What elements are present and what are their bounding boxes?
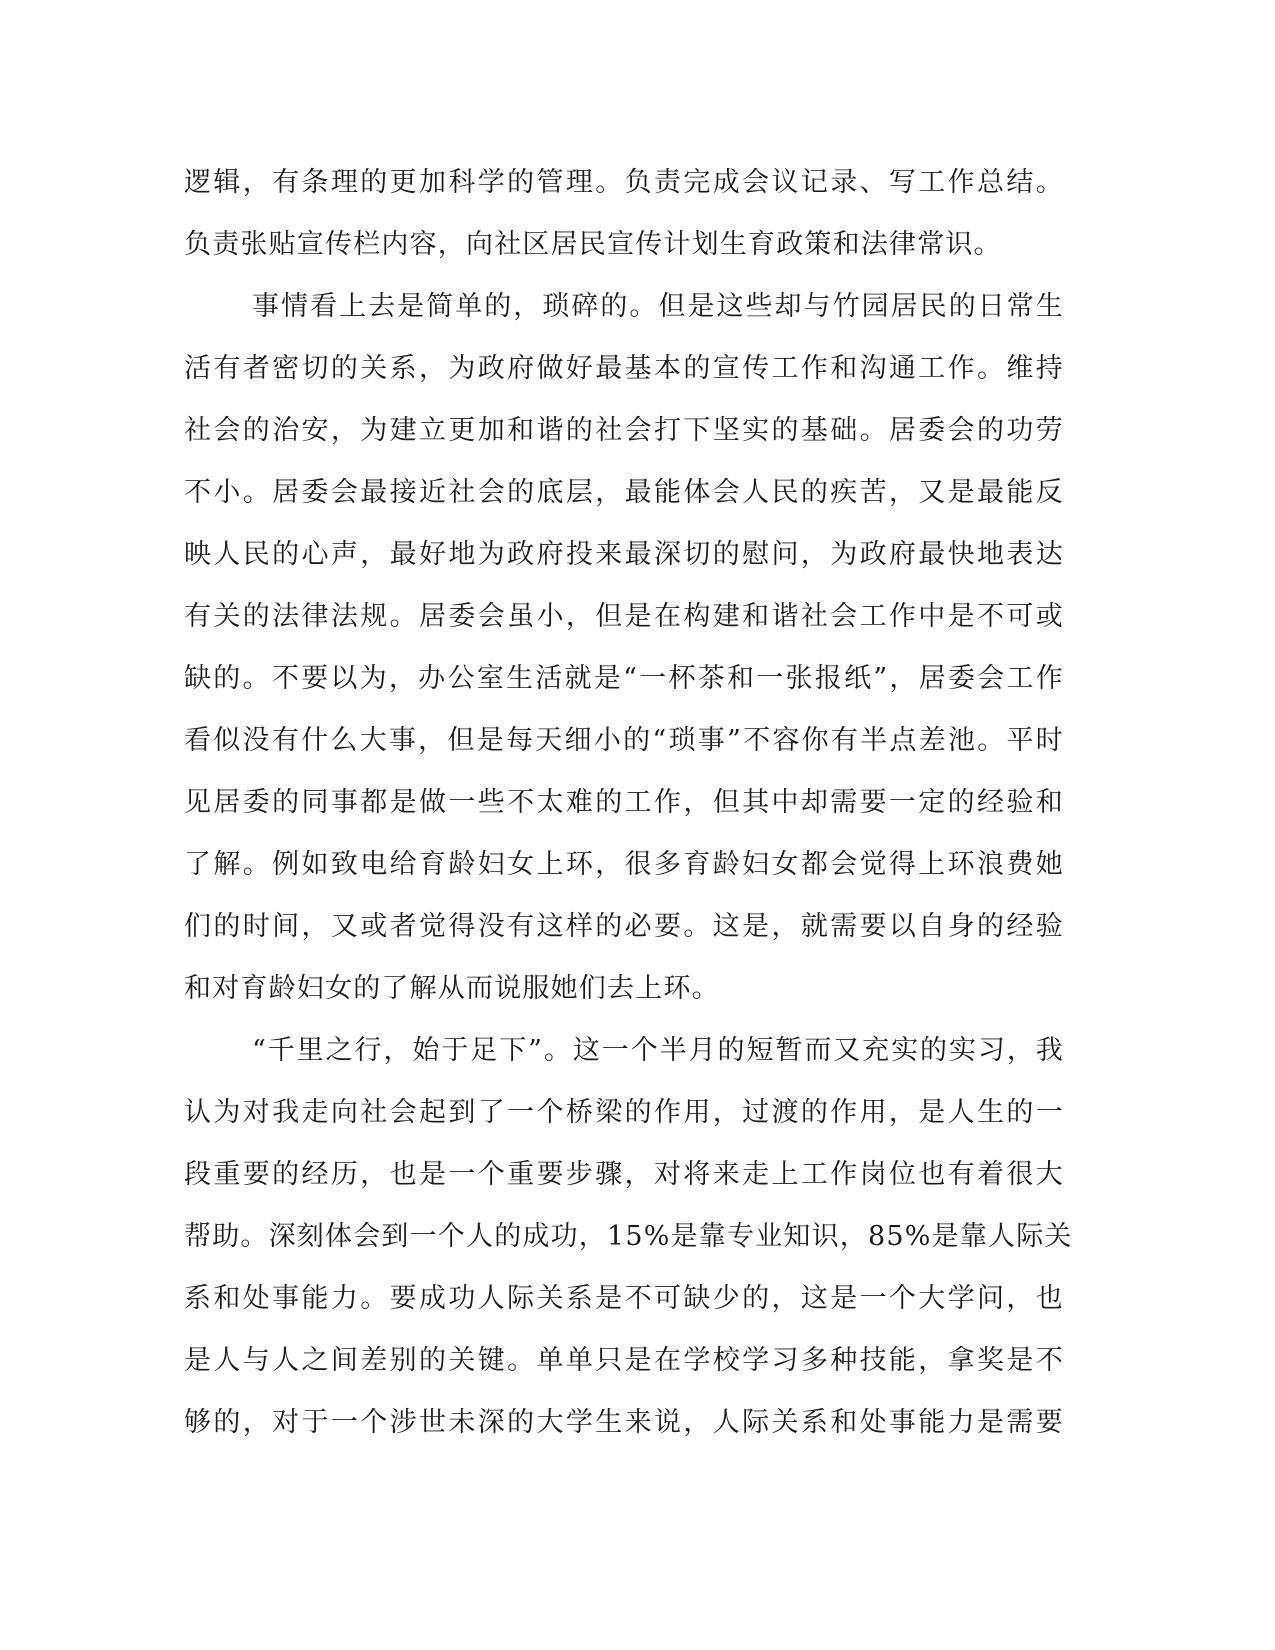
text-line: 社会的治安，为建立更加和谐的社会打下坚实的基础。居委会的功劳: [184, 415, 1064, 446]
text-line: 缺的。不要以为，办公室生活就是“一杯茶和一张报纸”，居委会工作: [184, 663, 1064, 694]
text-line: 够的，对于一个涉世未深的大学生来说，人际关系和处事能力是需要: [184, 1407, 1064, 1438]
text-line: 认为对我走向社会起到了一个桥梁的作用，过渡的作用，是人生的一: [184, 1097, 1064, 1128]
text-line: 负责张贴宣传栏内容，向社区居民宣传计划生育政策和法律常识。: [184, 229, 1002, 260]
text-line: 段重要的经历，也是一个重要步骤，对将来走上工作岗位也有着很大: [184, 1159, 1064, 1190]
text-line: 事情看上去是简单的，琐碎的。但是这些却与竹园居民的日常生: [252, 291, 1064, 322]
text-line: 有关的法律法规。居委会虽小，但是在构建和谐社会工作中是不可或: [184, 601, 1064, 632]
text-line: 活有者密切的关系，为政府做好最基本的宣传工作和沟通工作。维持: [184, 353, 1064, 384]
text-line: 见居委的同事都是做一些不太难的工作，但其中却需要一定的经验和: [184, 787, 1064, 818]
text-line: 逻辑，有条理的更加科学的管理。负责完成会议记录、写工作总结。: [184, 167, 1064, 198]
paragraph-2: [184, 276, 1064, 1020]
text-line: 看似没有什么大事，但是每天细小的“琐事”不容你有半点差池。平时: [184, 725, 1064, 756]
text-line: 和对育龄妇女的了解从而说服她们去上环。: [184, 973, 720, 1004]
paragraph-1: [184, 152, 1064, 276]
document-body: [184, 152, 1073, 1454]
text-line: 帮助。深刻体会到一个人的成功，15%是靠专业知识，85%是靠人际关: [184, 1221, 1073, 1252]
paragraph-3: [184, 1020, 1073, 1454]
text-line: 不小。居委会最接近社会的底层，最能体会人民的疾苦，又是最能反: [184, 477, 1064, 508]
text-line: 系和处事能力。要成功人际关系是不可缺少的，这是一个大学问，也: [184, 1283, 1064, 1314]
text-line: 是人与人之间差别的关键。单单只是在学校学习多种技能，拿奖是不: [184, 1345, 1064, 1376]
text-line: 映人民的心声，最好地为政府投来最深切的慰问，为政府最快地表达: [184, 539, 1064, 570]
text-line: 了解。例如致电给育龄妇女上环，很多育龄妇女都会觉得上环浪费她: [184, 849, 1064, 880]
text-line: “千里之行，始于足下”。这一个半月的短暂而又充实的实习，我: [252, 1035, 1064, 1066]
text-line: 们的时间，又或者觉得没有这样的必要。这是，就需要以自身的经验: [184, 911, 1064, 942]
